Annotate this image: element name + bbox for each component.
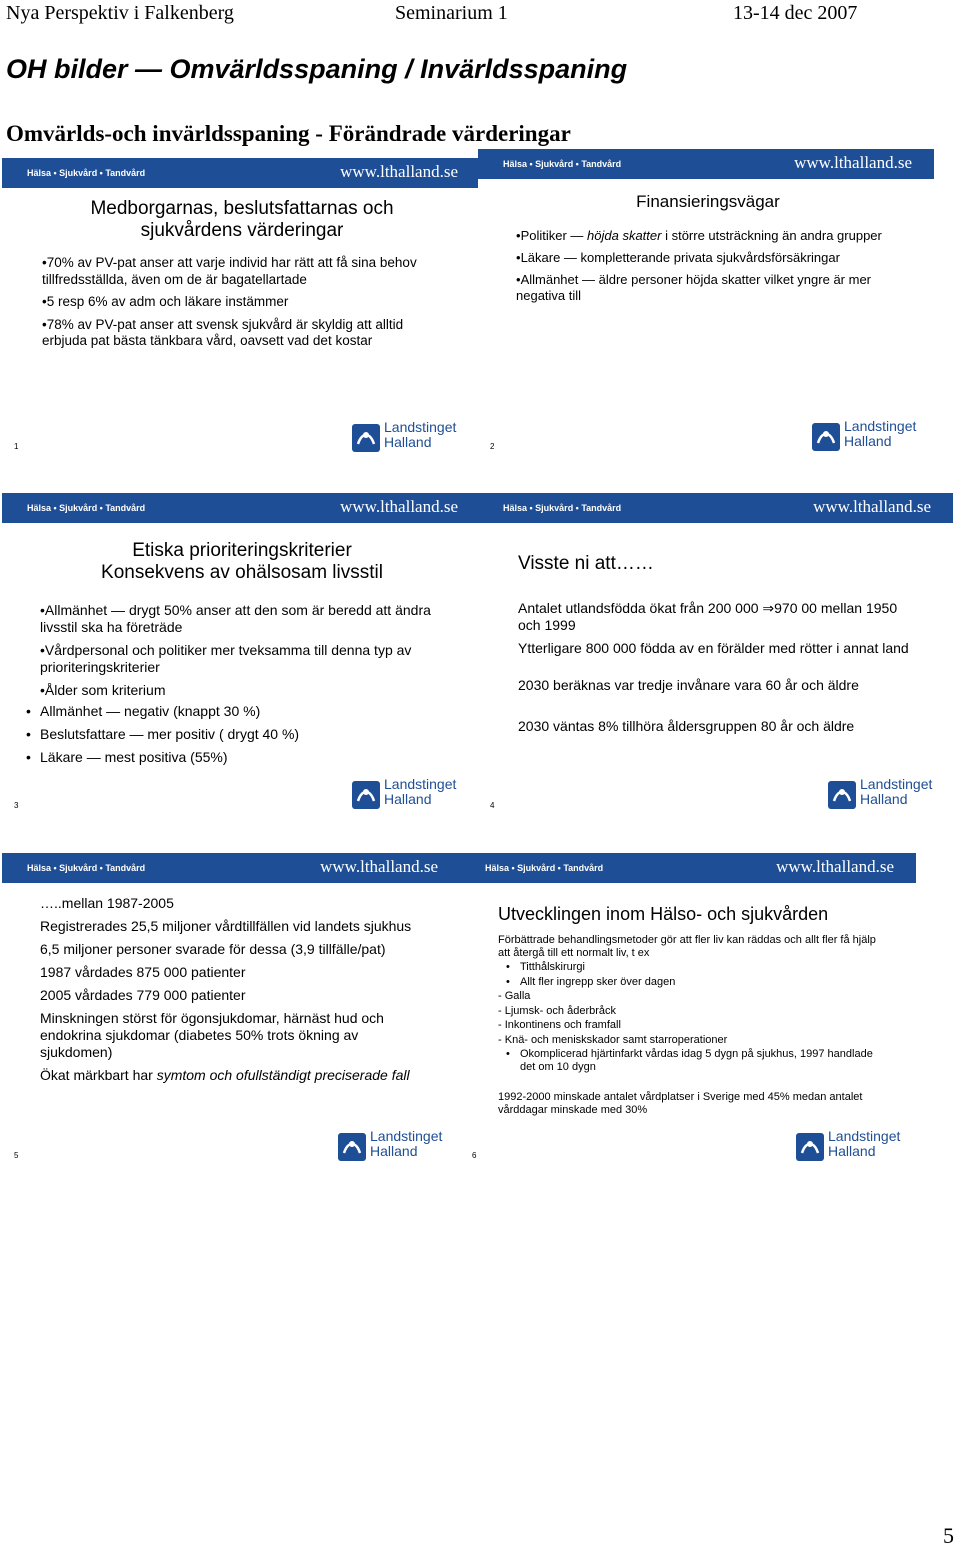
dash-item: - Knä- och meniskskador samt starroperationer [498, 1033, 728, 1046]
header-center: Seminarium 1 [395, 2, 508, 24]
bar-tagline: Hälsa • Sjukvård • Tandvård [27, 863, 146, 873]
slide-number: 2 [490, 442, 495, 451]
slide-body [518, 600, 918, 741]
bullet: • Läkare — kompletterande privata sjukvårdsförsäkringar [516, 250, 891, 266]
logo-emblem-icon [338, 1133, 366, 1161]
slide-title: Medborgarnas, beslutsfattarnas och sjukvårdens värderingar [90, 198, 394, 241]
paragraph: …..mellan 1987-2005 [40, 895, 174, 911]
paragraph: 6,5 miljoner personer svarade för dessa (3,9 tillfälle/pat) [40, 941, 386, 957]
bullet: • Ålder som kriterium [40, 682, 440, 699]
paragraph: 2030 väntas 8% tillhöra åldersgruppen 80 år och äldre [518, 718, 855, 734]
bar-tagline: Hälsa • Sjukvård • Tandvård [503, 503, 622, 513]
bullet: • Politiker — höjda skatter i större utsträckning än andra grupper [516, 228, 891, 244]
logo-emblem-icon [796, 1133, 824, 1161]
slide-number: 1 [14, 442, 19, 451]
bar-tagline: Hälsa • Sjukvård • Tandvård [503, 159, 622, 169]
bullet: • Vårdpersonal och politiker mer tveksamma till denna typ av prioriteringskriterier [40, 642, 440, 676]
footer-text: 1992-2000 minskade antalet vårdplatser i Sverige med 45% medan antalet vårddagar minskade med 30% [498, 1091, 863, 1116]
landstinget-halland-logo [338, 1127, 450, 1167]
bar-url: www.lthalland.se [320, 857, 438, 876]
slide-6 [460, 853, 916, 1183]
header-left: Nya Perspektiv i Falkenberg [6, 2, 234, 24]
bar-url: www.lthalland.se [340, 497, 458, 516]
slide-4 [478, 493, 953, 823]
slide-number: 4 [490, 801, 495, 810]
sub-bullet: • Allmänhet — negativ (knappt 30 %) [40, 703, 440, 720]
slide-header-bar [478, 149, 934, 179]
logo-text: Landstinget Halland [828, 1128, 901, 1159]
logo-emblem-icon [812, 423, 840, 451]
page-number: 5 [943, 1523, 954, 1548]
landstinget-halland-logo [796, 1127, 908, 1167]
landstinget-halland-logo [352, 775, 464, 815]
slide-body [40, 895, 415, 1090]
paragraph: Registrerades 25,5 miljoner vårdtillfällen vid landets sjukhus [40, 918, 412, 934]
slide-body [498, 934, 888, 1122]
logo-text: Landstinget Halland [384, 776, 457, 807]
bullet: • Allmänhet — drygt 50% anser att den som är beredd att ändra livsstil ska ha företräde [40, 602, 440, 636]
slide-body [42, 255, 432, 356]
sub-bullet: • Allt fler ingrepp sker över dagen [520, 976, 888, 989]
dash-item: - Ljumsk- och åderbråck [498, 1004, 617, 1017]
slide-body [40, 602, 440, 772]
slide-header-bar [2, 493, 480, 523]
slide-header-bar [460, 853, 916, 883]
paragraph: Ökat märkbart har symtom och ofullständigt preciserade fall [40, 1067, 410, 1083]
slide-1 [2, 158, 480, 488]
logo-text: Landstinget Halland [860, 776, 933, 807]
dash-item: - Galla [498, 990, 531, 1002]
bullet: • 78% av PV-pat anser att svensk sjukvård är skyldig att alltid erbjuda pat bästa tänkbara vård, oavsett vad det kostar [42, 317, 432, 350]
slide-body [516, 228, 891, 310]
header-right: 13-14 dec 2007 [733, 2, 858, 24]
dash-item: - Inkontinens och framfall [498, 1019, 621, 1031]
intro-text: Förbättrade behandlingsmetoder gör att fler liv kan räddas och allt fler få hjälp att återgå till ett normalt liv, t ex [498, 934, 876, 959]
logo-emblem-icon [352, 424, 380, 452]
bar-tagline: Hälsa • Sjukvård • Tandvård [27, 503, 146, 513]
document-title: OH bilder — Omvärldsspaning / Invärldsspaning [6, 54, 628, 84]
slide-3 [2, 493, 480, 823]
slide-title: Utvecklingen inom Hälso- och sjukvården [498, 904, 829, 924]
paragraph: 2030 beräknas var tredje invånare vara 60 år och äldre [518, 677, 859, 693]
slide-header-bar [2, 158, 480, 188]
paragraph: Antalet utlandsfödda ökat från 200 000 ⇒970 00 mellan 1950 och 1999 [518, 600, 898, 633]
document-subtitle: Omvärlds-och invärldsspaning - Förändrade värderingar [6, 121, 571, 146]
logo-emblem-icon [352, 781, 380, 809]
sub-bullet: • Läkare — mest positiva (55%) [40, 749, 440, 766]
slide-number: 5 [14, 1151, 19, 1160]
bullet: • 5 resp 6% av adm och läkare instämmer [42, 294, 432, 311]
bar-url: www.lthalland.se [340, 162, 458, 181]
slide-number: 3 [14, 801, 19, 810]
slide-2 [478, 149, 934, 479]
bar-tagline: Hälsa • Sjukvård • Tandvård [27, 168, 146, 178]
sub-bullet: • Titthålskirurgi [520, 961, 888, 974]
paragraph: Ytterligare 800 000 födda av en förälder med rötter i annat land [518, 640, 909, 656]
sub-bullet: • Okomplicerad hjärtinfarkt vårdas idag 5 dygn på sjukhus, 1997 handlade det om 10 dygn [520, 1048, 888, 1073]
bar-url: www.lthalland.se [776, 857, 894, 876]
slide-title: Etiska prioriteringskriterier Konsekvens av ohälsosam livsstil [101, 540, 383, 583]
sub-bullet: • Beslutsfattare — mer positiv ( drygt 40 %) [40, 726, 440, 743]
landstinget-halland-logo [352, 418, 464, 458]
paragraph: 2005 vårdades 779 000 patienter [40, 987, 246, 1003]
slide-number: 6 [472, 1151, 477, 1160]
bar-tagline: Hälsa • Sjukvård • Tandvård [485, 863, 604, 873]
slide-header-bar [2, 853, 460, 883]
bar-url: www.lthalland.se [794, 153, 912, 172]
paragraph: Minskningen störst för ögonsjukdomar, härnäst hud och endokrina sjukdomar (diabetes 50% trots ökning av sjukdomen) [40, 1010, 384, 1060]
bullet: • 70% av PV-pat anser att varje individ har rätt att få sina behov tillfredsställda, även om de är bagatellartade [42, 255, 432, 288]
slide-title: Visste ni att…… [518, 553, 654, 574]
logo-text: Landstinget Halland [370, 1128, 443, 1159]
paragraph: 1987 vårdades 875 000 patienter [40, 964, 246, 980]
page-header [0, 0, 960, 30]
logo-emblem-icon [828, 781, 856, 809]
logo-text: Landstinget Halland [384, 419, 457, 450]
landstinget-halland-logo [828, 775, 940, 815]
landstinget-halland-logo [812, 417, 924, 457]
arrow-icon: ⇒ [762, 600, 775, 616]
slide-title: Finansieringsvägar [636, 192, 780, 211]
slide-header-bar [478, 493, 953, 523]
logo-text: Landstinget Halland [844, 418, 917, 449]
bar-url: www.lthalland.se [813, 497, 931, 516]
slide-5 [2, 853, 460, 1183]
bullet: • Allmänhet — äldre personer höjda skatter vilket yngre är mer negativa till [516, 272, 891, 304]
